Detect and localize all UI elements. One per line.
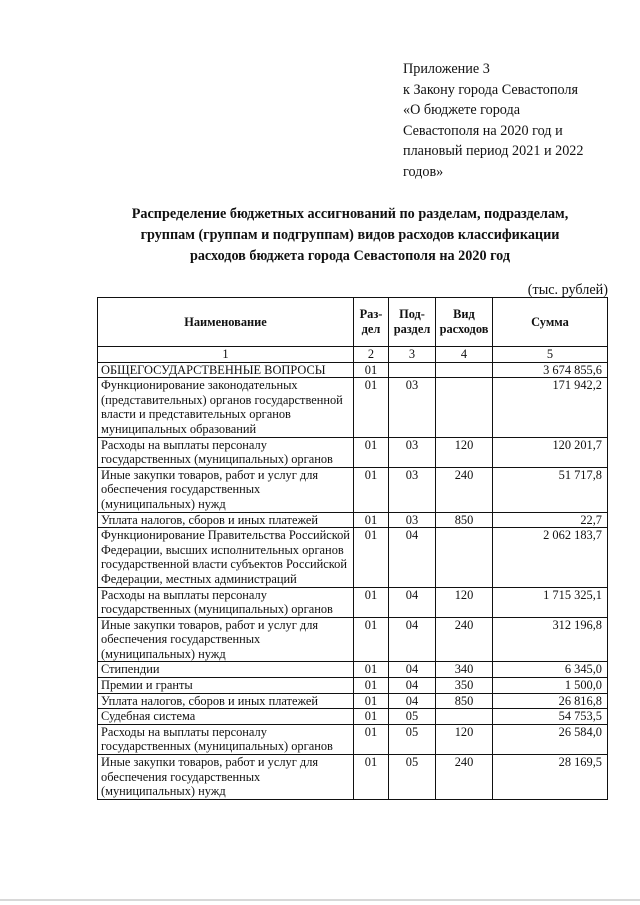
table-row xyxy=(98,378,608,437)
cell-summa: 3 674 855,6 xyxy=(493,362,608,378)
title-line: расходов бюджета города Севастополя на 2020 год xyxy=(189,248,511,264)
appendix-line: к Закону города Севастополя xyxy=(403,81,578,98)
cell-name: Функционирование Правительства Российской Федерации, высших исполнительных органов государственной власти субъектов Российской Федерации, местных администраций xyxy=(98,528,354,587)
cell-podrazdel: 03 xyxy=(389,467,436,512)
cell-podrazdel: 04 xyxy=(389,528,436,587)
cell-name: Функционирование законодательных (представительных) органов государственной власти и представительных органов муниципальных образований xyxy=(98,378,354,437)
cell-summa: 1 500,0 xyxy=(493,678,608,694)
table-row xyxy=(98,467,608,512)
cell-razdel: 01 xyxy=(354,693,389,709)
cell-summa: 28 169,5 xyxy=(493,755,608,800)
appendix-header xyxy=(403,59,623,182)
cell-vid: 240 xyxy=(436,467,493,512)
appendix-line: «О бюджете города xyxy=(403,102,521,118)
table-row xyxy=(98,678,608,694)
cell-name: Судебная система xyxy=(98,709,354,725)
cell-summa: 54 753,5 xyxy=(493,709,608,725)
cell-name: Расходы на выплаты персоналу государственных (муниципальных) органов xyxy=(98,724,354,754)
cell-summa: 26 584,0 xyxy=(493,724,608,754)
cell-vid: 120 xyxy=(436,437,493,467)
cell-razdel: 01 xyxy=(354,437,389,467)
page-edge-divider xyxy=(0,899,640,901)
column-number: 4 xyxy=(436,347,493,363)
cell-vid xyxy=(436,378,493,437)
appendix-line: плановый период 2021 и 2022 xyxy=(403,143,584,159)
cell-podrazdel: 05 xyxy=(389,755,436,800)
appendix-line: годов» xyxy=(403,163,444,180)
cell-name: Расходы на выплаты персоналу государственных (муниципальных) органов xyxy=(98,587,354,617)
table-row xyxy=(98,512,608,528)
cell-vid: 850 xyxy=(436,512,493,528)
cell-razdel: 01 xyxy=(354,467,389,512)
cell-podrazdel: 03 xyxy=(389,437,436,467)
cell-name: Иные закупки товаров, работ и услуг для обеспечения государственных (муниципальных) нужд xyxy=(98,755,354,800)
cell-razdel: 01 xyxy=(354,528,389,587)
cell-name: Иные закупки товаров, работ и услуг для обеспечения государственных (муниципальных) нужд xyxy=(98,467,354,512)
cell-summa: 1 715 325,1 xyxy=(493,587,608,617)
cell-name: Расходы на выплаты персоналу государственных (муниципальных) органов xyxy=(98,437,354,467)
column-number: 2 xyxy=(354,347,389,363)
appendix-line: Севастополя на 2020 год и xyxy=(403,122,563,139)
cell-name: Стипендии xyxy=(98,662,354,678)
cell-razdel: 01 xyxy=(354,378,389,437)
header-vid: Вид расходов xyxy=(436,298,493,347)
cell-vid: 340 xyxy=(436,662,493,678)
cell-razdel: 01 xyxy=(354,662,389,678)
table-row xyxy=(98,528,608,587)
header-podrazdel: Под-раздел xyxy=(389,298,436,347)
table-row xyxy=(98,755,608,800)
cell-summa: 6 345,0 xyxy=(493,662,608,678)
cell-podrazdel: 04 xyxy=(389,693,436,709)
cell-vid: 120 xyxy=(436,724,493,754)
table-row xyxy=(98,587,608,617)
cell-vid xyxy=(436,709,493,725)
table-header-row xyxy=(98,298,608,347)
cell-summa: 312 196,8 xyxy=(493,617,608,662)
cell-summa: 26 816,8 xyxy=(493,693,608,709)
column-number-row xyxy=(98,347,608,363)
cell-podrazdel: 04 xyxy=(389,678,436,694)
table-row xyxy=(98,662,608,678)
cell-razdel: 01 xyxy=(354,362,389,378)
cell-vid: 240 xyxy=(436,755,493,800)
cell-summa: 120 201,7 xyxy=(493,437,608,467)
cell-summa: 51 717,8 xyxy=(493,467,608,512)
cell-vid: 240 xyxy=(436,617,493,662)
cell-vid xyxy=(436,362,493,378)
cell-podrazdel xyxy=(389,362,436,378)
cell-vid: 350 xyxy=(436,678,493,694)
cell-podrazdel: 04 xyxy=(389,587,436,617)
cell-razdel: 01 xyxy=(354,755,389,800)
budget-table xyxy=(97,297,608,800)
cell-razdel: 01 xyxy=(354,678,389,694)
cell-name: Премии и гранты xyxy=(98,678,354,694)
cell-razdel: 01 xyxy=(354,587,389,617)
cell-razdel: 01 xyxy=(354,617,389,662)
cell-podrazdel: 04 xyxy=(389,617,436,662)
header-razdel: Раз-дел xyxy=(354,298,389,347)
cell-podrazdel: 03 xyxy=(389,512,436,528)
column-number: 5 xyxy=(493,347,608,363)
title-line: Распределение бюджетных ассигнований по разделам, подразделам, xyxy=(131,206,569,222)
table-row xyxy=(98,362,608,378)
cell-vid xyxy=(436,528,493,587)
column-number: 1 xyxy=(98,347,354,363)
table-row xyxy=(98,437,608,467)
table-row xyxy=(98,693,608,709)
cell-name: Уплата налогов, сборов и иных платежей xyxy=(98,512,354,528)
cell-razdel: 01 xyxy=(354,512,389,528)
header-summa: Сумма xyxy=(493,298,608,347)
column-number: 3 xyxy=(389,347,436,363)
table-row xyxy=(98,709,608,725)
cell-podrazdel: 05 xyxy=(389,724,436,754)
cell-podrazdel: 05 xyxy=(389,709,436,725)
cell-vid: 850 xyxy=(436,693,493,709)
cell-name: Уплата налогов, сборов и иных платежей xyxy=(98,693,354,709)
cell-razdel: 01 xyxy=(354,724,389,754)
cell-vid: 120 xyxy=(436,587,493,617)
cell-razdel: 01 xyxy=(354,709,389,725)
cell-summa: 171 942,2 xyxy=(493,378,608,437)
appendix-line: Приложение 3 xyxy=(403,61,490,77)
cell-summa: 2 062 183,7 xyxy=(493,528,608,587)
cell-summa: 22,7 xyxy=(493,512,608,528)
cell-name: Иные закупки товаров, работ и услуг для обеспечения государственных (муниципальных) нужд xyxy=(98,617,354,662)
table-row xyxy=(98,617,608,662)
cell-podrazdel: 03 xyxy=(389,378,436,437)
title-line: группам (группам и подгруппам) видов расходов классификации xyxy=(140,227,560,243)
units-label: (тыс. рублей) xyxy=(527,282,608,298)
document-title xyxy=(90,204,610,267)
cell-podrazdel: 04 xyxy=(389,662,436,678)
table-row xyxy=(98,724,608,754)
cell-name: ОБЩЕГОСУДАРСТВЕННЫЕ ВОПРОСЫ xyxy=(98,362,354,378)
header-name: Наименование xyxy=(98,298,354,347)
